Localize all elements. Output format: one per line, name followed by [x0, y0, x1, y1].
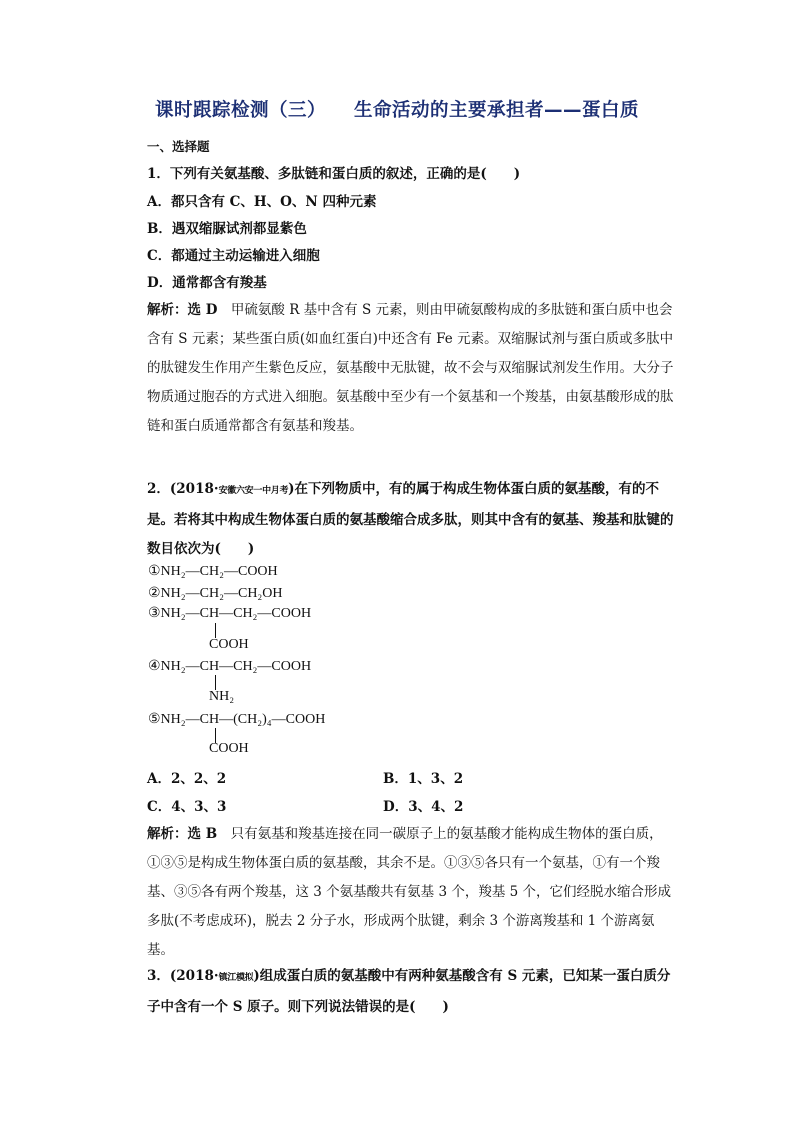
- structure-1: ①NH₂—CH₂—COOH: [148, 564, 278, 579]
- q3-source: 镇江模拟: [218, 973, 254, 983]
- question-2-stem: [147, 475, 675, 564]
- question-1-stem: 1．下列有关氨基酸、多肽链和蛋白质的叙述，正确的是( ): [147, 166, 521, 182]
- structure-5: ⑤NH₂—CH—(CH₂)₄—COOH: [148, 712, 326, 727]
- title-part-2: 生命活动的主要承担者——蛋白质: [354, 100, 640, 121]
- q3-number: 3．(2018·: [147, 968, 219, 984]
- q2-option-b: B．1、3、2: [383, 771, 464, 787]
- q2-explanation-label: 解析：选 B: [147, 826, 218, 842]
- q2-option-a: A．2、2、2: [147, 771, 227, 787]
- section-heading: 一、选择题: [147, 139, 210, 154]
- title-part-1: 课时跟踪检测（三）: [154, 100, 326, 121]
- q2-option-d: D．3、4、2: [383, 799, 464, 815]
- structure-4: ④NH₂—CH—CH₂—COOH: [148, 659, 312, 674]
- structure-2: ②NH₂—CH₂—CH₂OH: [148, 586, 283, 601]
- page-title: [0, 96, 794, 122]
- q1-explanation: [147, 296, 675, 441]
- q2-explanation-text: 只有氨基和羧基连接在同一碳原子上的氨基酸才能构成生物体的蛋白质，①③⑤是构成生物体蛋白质的氨基酸，其余不是。①③⑤各只有一个氨基，①有一个羧基、③⑤各有两个羧基，这 3 个氨基酸共有氨基 3 个，羧基 5 个，它们经脱水缩合形成多肽(不考虑成环)，脱去 2 分子水，形成两个肽键，剩余 3 个游离羧基和 1 个游离氨基。: [147, 826, 672, 958]
- q2-stem-text: )在下列物质中，有的属于构成生物体蛋白质的氨基酸，有的不是。若将其中构成生物体蛋白质的氨基酸缩合成多肽，则其中含有的氨基、羧基和肽键的数目依次为( ): [147, 481, 674, 557]
- structure-3-substituent: COOH: [209, 637, 249, 652]
- q1-explanation-text: 甲硫氨酸 R 基中含有 S 元素，则由甲硫氨酸构成的多肽链和蛋白质中也会含有 S 元素；某些蛋白质(如血红蛋白)中还含有 Fe 元素。双缩脲试剂与蛋白质或多肽中的肽键发生作用产生紫色反应，氨基酸中无肽键，故不会与双缩脲试剂发生作用。大分子物质通过胞吞的方式进入细胞。氨基酸中至少有一个氨基和一个羧基，由氨基酸形成的肽链和蛋白质通常都含有氨基和羧基。: [147, 302, 674, 434]
- q1-option-c: C．都通过主动运输进入细胞: [147, 248, 320, 264]
- structure-3-bond: [215, 623, 216, 638]
- q2-explanation: [147, 820, 675, 965]
- question-3-stem: [147, 962, 675, 1022]
- structure-4-substituent: NH₂: [209, 689, 235, 704]
- q2-source: 安徽六安一中月考: [218, 486, 289, 496]
- q1-explanation-label: 解析：选 D: [147, 302, 218, 318]
- q3-stem-text: )组成蛋白质的氨基酸中有两种氨基酸含有 S 元素，已知某一蛋白质分子中含有一个 S 原子。则下列说法错误的是( ): [147, 968, 671, 1015]
- q1-option-d: D．通常都含有羧基: [147, 275, 267, 291]
- structure-4-bond: [215, 675, 216, 690]
- structure-5-substituent: COOH: [209, 741, 249, 756]
- q2-option-c: C．4、3、3: [147, 799, 227, 815]
- structure-3: ③NH₂—CH—CH₂—COOH: [148, 606, 312, 621]
- q1-option-a: A．都只含有 C、H、O、N 四种元素: [147, 194, 377, 210]
- q2-number: 2．(2018·: [147, 481, 219, 497]
- q1-option-b: B．遇双缩脲试剂都显紫色: [147, 221, 307, 237]
